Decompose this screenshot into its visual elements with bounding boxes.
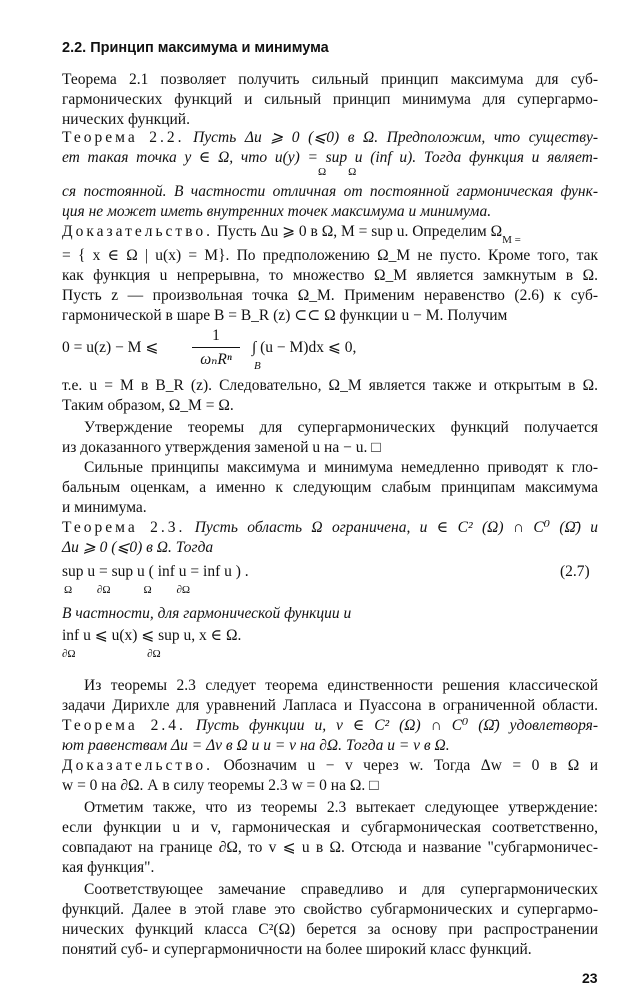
equation-2-7: sup u = sup u ( inf u = inf u ) . [62,563,249,580]
equation-harmonic: inf u ⩽ u(x) ⩽ sup u, x ∈ Ω. [62,627,242,644]
proof-text: Обозначим u − v через w. Тогда Δw = 0 в Ω и [223,757,599,774]
subscript: M = [502,234,521,246]
proof-label: Доказательство. [62,757,214,774]
subscript-omega: Ω Ω [318,166,357,178]
theorem-text: ют равенствам Δu = Δv в Ω и u = v на ∂Ω. Тогда u = v в Ω. [62,737,450,754]
text-line: Сильные принципы максимума и минимума немедленно приводят к гло- [84,459,598,476]
page-number: 23 [582,970,598,986]
proof-line [62,222,598,246]
equation-harmonic-subscripts: ∂Ω ∂Ω [62,648,161,660]
theorem-label: Теорема 2.2. [62,129,185,146]
fraction-denominator: ωₙRⁿ [200,351,232,368]
theorem-2-3-line [62,518,598,539]
integral-subscript: B [254,360,261,372]
text-line [62,604,598,625]
text-line: Теорема 2.1 позволяет получить сильный принцип максимума для суб- [62,71,598,88]
text-line: из доказанного утверждения заменой u на − u. □ [62,439,381,456]
text-line: гармонических функций и сильный принцип минимума для супергармо- [62,91,598,108]
text-line: как функция u непрерывна, то множество Ω_M является замкнутым в Ω. [62,267,598,284]
text-line: w = 0 на ∂Ω. А в силу теоремы 2.3 w = 0 на Ω. □ [62,777,379,794]
text-line: бальным оценкам, а именно к следующим слабым принципам максимума [62,479,598,496]
theorem-text: Пусть функции u, v ∈ C² (Ω) ∩ C⁰ (Ω̄) удовлетворя- [195,717,599,734]
theorem-text: ся постоянной. В частности отличная от постоянной гармоническая функ- [62,183,598,200]
text-line: и минимума. [62,499,147,516]
theorem-label: Теорема 2.4. [62,717,186,734]
text-line: Из теоремы 2.3 следует теорема единственности решения классической [84,677,598,694]
theorem-text: Δu ⩾ 0 (⩽0) в Ω. Тогда [62,539,214,556]
text-line: совпадают на границе ∂Ω, то v ⩽ u в Ω. Отсюда и название "субгармоничес- [62,839,598,856]
text-line: нических функций класса C²(Ω) берется за основу при распространении [62,921,598,938]
proof-label: Доказательство. [62,223,214,240]
text-line: если функции u и v, гармоническая и субгармоническая соответственно, [62,819,598,836]
fraction-bar [192,347,240,348]
theorem-2-4-line [62,716,598,737]
italic-text: В частности, для гармонической функции u [62,605,352,622]
text-line: Соответствующее замечание справедливо и для супергармонических [84,881,598,898]
equation-left: 0 = u(z) − M ⩽ [62,339,159,356]
section-heading: 2.2. Принцип максимума и минимума [62,40,329,56]
equation-right: ∫ (u − M)dx ⩽ 0, [252,339,357,356]
text-line: кая функция". [62,859,155,876]
theorem-2-3-line [62,538,598,559]
text-line: Отметим также, что из теоремы 2.3 вытекает следующее утверждение: [84,799,598,816]
theorem-2-2-line [62,128,598,149]
proof-text: Пусть Δu ⩾ 0 в Ω, M = sup u. Определим Ω [216,223,503,240]
text-line: т.е. u = M в B_R (z). Следовательно, Ω_M является также и открытым в Ω. [62,377,598,394]
text-line: Таким образом, Ω_M = Ω. [62,397,234,414]
text-line: гармонической в шаре B = B_R (z) ⊂⊂ Ω функции u − M. Получим [62,307,508,324]
fraction-numerator: 1 [212,327,220,344]
theorem-text: Пусть Δu ⩾ 0 (⩽0) в Ω. Предположим, что существу- [193,129,598,146]
equation-number: (2.7) [560,563,590,580]
theorem-text: Пусть область Ω ограничена, u ∈ C² (Ω) ∩ C⁰ (Ω̄) и [194,519,598,536]
text-line: нических функций. [62,111,190,128]
theorem-text: ция не может иметь внутренних точек максимума и минимума. [62,203,492,220]
theorem-2-4-line [62,736,598,757]
theorem-2-2-line [62,202,598,223]
text-line: Утверждение теоремы для супергармонических функций получается [84,419,598,436]
text-line: функций. Далее в этой главе это свойство субгармонических и супергармо- [62,901,598,918]
theorem-label: Теорема 2.3. [62,519,186,536]
theorem-text: ет такая точка y ∈ Ω, что u(y) = sup u (inf u). Тогда функция и являет- [62,149,598,166]
theorem-2-2-line [62,182,598,203]
text-line: понятий суб- и супергармоничности на более широкий класс функций. [62,941,532,958]
text-line: Пусть z — произвольная точка Ω_M. Применим неравенство (2.6) к суб- [62,287,598,304]
equation-2-7-subscripts: Ω ∂Ω Ω ∂Ω [64,584,191,596]
proof-line [62,756,598,777]
text-line: задачи Дирихле для уравнений Лапласа и Пуассона в ограниченной области. [62,697,598,714]
text-line: = { x ∈ Ω | u(x) = M}. По предположению Ω_M не пусто. Кроме того, так [62,247,598,264]
